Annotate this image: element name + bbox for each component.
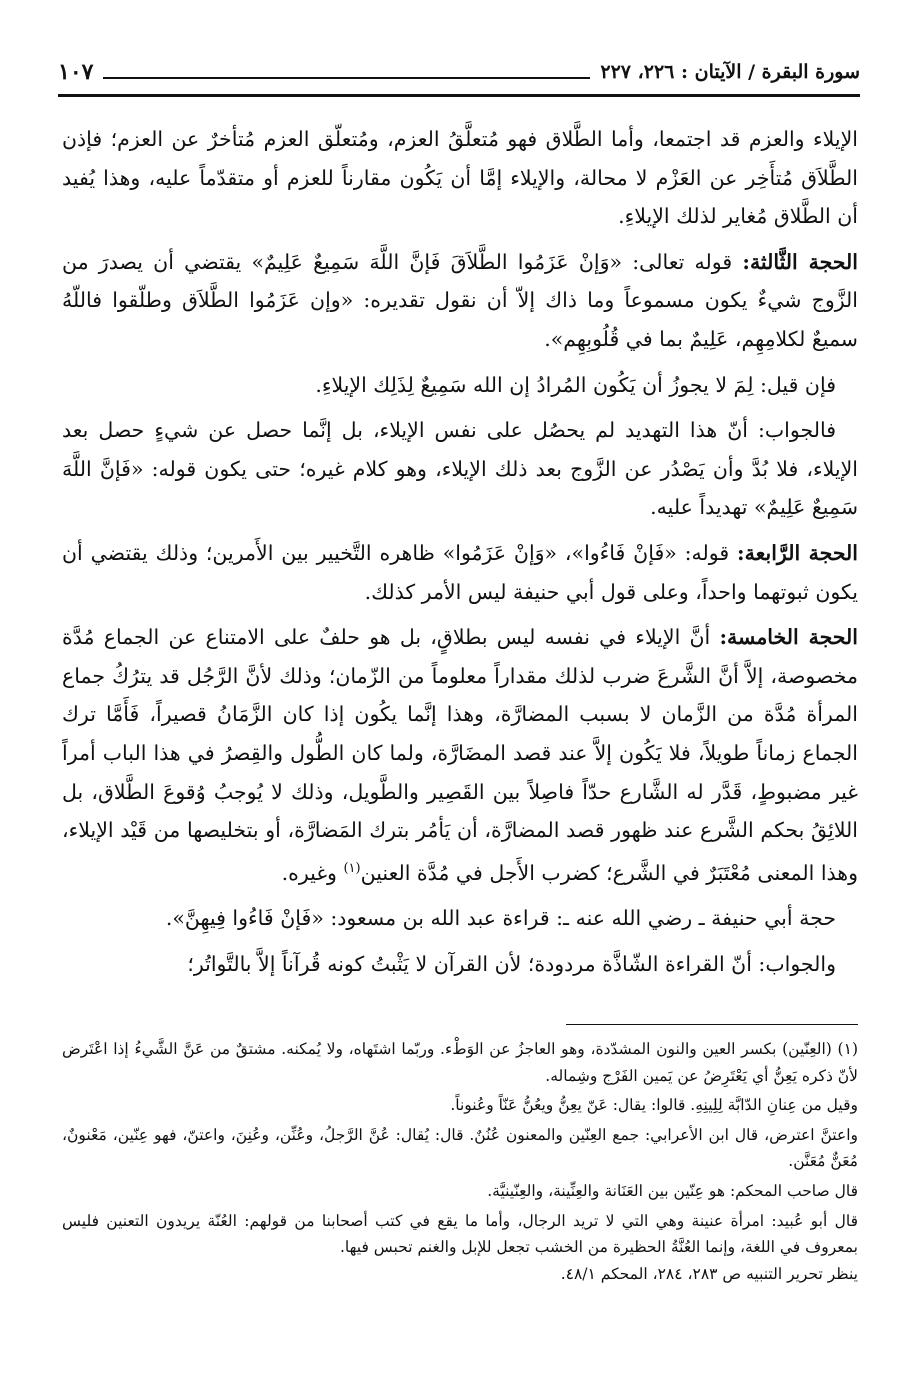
paragraph-text: والجواب: أنّ القراءة الشّاذَّة مردودة؛ لأن القرآن لا يَثْبتُ كونه قُرآناً إلاَّ بالتَّواتُر؛ xyxy=(187,951,836,976)
paragraph xyxy=(62,618,858,892)
paragraph-text: أنَّ الإيلاء في نفسه ليس بطلاقٍ، بل هو حلفٌ على الامتناع عن الجماع مُدَّة مخصوصة، إلاَّ أنَّ الشَّرعَ ضرب لذلك مقداراً معلوماً من الزّمان؛ وذلك لأنَّ الرَّجُل قد يترُكُ جماع المرأة مُدَّة من الزَّمان لا بسبب المضارَّة، وهذا إنَّما يكُون إذا كان الزَّمَانُ قصيراً، فَأَمَّا ترك الجماع زماناً طويلاً، فلا يَكُون إلاَّ عند قصد المضَارَّة، ولما كان الطُّول والقِصرُ في هذا الباب أمراً غير مضبوطٍ، قَدَّر له الشَّارع حدّاً فاصِلاً بين القَصِير والطَّويل، وذلك لا يُوجبُ وُقوعَ الطَّلاق، بل اللائِقُ بحكم الشَّرع عند ظهور قصد المضارَّة، أن يَأمُر بترك المَضارَّة، أو بتخليصها من قَيْد الإيلاء، وهذا المعنى مُعْتَبَرٌ في الشَّرع؛ كضرب الأَجل في مُدَّة العنين xyxy=(62,625,858,885)
header-divider xyxy=(58,94,860,97)
paragraph-text: قوله: «فَإنْ فَاءُوا»، «وَإنْ عَزَمُوا» ظاهره التَّخيير بين الأَمرين؛ وذلك يقتضي أن يكون ثبوتهما واحداً، وعلى قول أبي حنيفة ليس الأمر كذلك. xyxy=(62,540,858,604)
footnote-text: واعتنَّ اعترض، قال ابن الأعرابي: جمع العِنّين والمعنون عُنُنٌ. قال: يُقال: عُنَّ الرَّجلُ، وعُنِّن، وعُنِنَ، واعتنّ، فهو عِنّين، مَعْنونٌ، مُعَنٌّ مُعَنَّن. xyxy=(62,1125,858,1171)
header-rule xyxy=(103,65,590,79)
paragraph-text: وغيره. xyxy=(281,860,344,885)
main-text xyxy=(62,120,858,990)
running-header xyxy=(58,50,860,94)
paragraph xyxy=(62,243,858,359)
paragraph xyxy=(62,534,858,611)
paragraph xyxy=(62,120,858,236)
footnote-text: قال صاحب المحكم: هو عِنّين بين العَنَانة والعِنِّينة، والعِنّينيَّة. xyxy=(487,1181,858,1200)
paragraph-text: فإن قيل: لِمَ لا يجوزُ أن يَكُون المُرادُ إن الله سَمِيعٌ لِذَلِك الإيلاءِ. xyxy=(315,372,836,397)
paragraph-text: حجة أبي حنيفة ـ رضي الله عنه ـ: قراءة عبد الله بن مسعود: «فَإنْ فَاءُوا فِيهِنَّ». xyxy=(165,906,836,931)
footnote-text: ينظر تحرير التنبيه ص ٢٨٣، ٢٨٤، المحكم ٤٨/١. xyxy=(560,1264,858,1283)
footnotes xyxy=(62,1036,858,1287)
paragraph xyxy=(62,945,858,984)
paragraph-text: قوله تعالى: «وَإنْ عَزَمُوا الطَّلاَقَ فَإنَّ اللَّهَ سَمِيعٌ عَلِيمٌ» يقتضي أن يصدرَ من الزَّوج شيءٌ يكون مسموعاً وما ذاك إلاّ أن نقول تقديره: «وإن عَزَمُوا الطَّلاَق وطلّقوا فاللّهُ سميعٌ لكلامِهِم، عَلِيمٌ بما في قُلُوبِهِم». xyxy=(62,249,859,351)
paragraph xyxy=(62,899,858,938)
footnote-separator xyxy=(566,1024,858,1025)
footnote-reference[interactable]: (١) xyxy=(343,860,361,876)
paragraph-heading: الحجة الرَّابعة: xyxy=(737,540,858,565)
paragraph-text: الإيلاء والعزم قد اجتمعا، وأما الطَّلاق فهو مُتعلَّقُ العزم، ومُتعلّق العزم مُتأخرٌ عن العزم؛ فإذن الطَّلاَق مُتأَخِر عن العَزْم لا محالة، والإيلاء إمَّا أن يَكُون مقارناً للعزم أو متقدّماً عليه، وهذا يُفيد أن الطَّلاق مُغاير لذلك الإيلاءِ. xyxy=(62,127,858,229)
paragraph-text: فالجواب: أنّ هذا التهديد لم يحصُل على نفس الإيلاء، بل إنَّما حصل عن شيءٍ حصل بعد الإيلاء، فلا بُدَّ وأن يَصْدُر عن الزَّوج بعد ذلك الإيلاء، وهو كلام غيره؛ حتى يكون قوله: «فَإنَّ اللَّهَ سَمِيعٌ عَلِيمٌ» تهديداً عليه. xyxy=(62,418,858,520)
paragraph xyxy=(62,366,858,405)
page-number: ١٠٧ xyxy=(58,59,94,85)
paragraph xyxy=(62,411,858,527)
paragraph-heading: الحجة الخامسة: xyxy=(719,625,858,650)
footnote-text: قال أبو عُبيد: امرأة عنينة وهي التي لا تريد الرجال، وأما ما يقع في كتب أصحابنا من قولهم: العُنّة يريدون التعنين فليس بمعروف في اللغة، وإنما العُنَّةُ الحظيرة من الخشب تجعل للإبل والغنم تحبس فيها. xyxy=(62,1211,858,1257)
header-title: سورة البقرة / الآيتان : ٢٢٦، ٢٢٧ xyxy=(600,61,860,83)
footnote-text: (١) (العِنّين) بكسر العين والنون المشدّدة، وهو العاجزُ عن الوَطْء. وربّما اشتَهاه، ولا يُمكنه. مشتقٌ من عَنَّ الشَّيءُ إذا اعْتَرض لأنّ ذكره يَعِنُّ أي يَعْتَرِضُ عن يَمين الفَرْج وشِماله. xyxy=(62,1040,858,1085)
paragraph-heading: الحجة الثَّالثة: xyxy=(742,249,858,274)
footnote-text: وقيل من عِنانِ الدّابَّة لِلِينِهِ. قالوا: يقال: عَنّ يعِنُّ ويعُنُّ عَنّاً وعُنوناً. xyxy=(450,1096,858,1115)
